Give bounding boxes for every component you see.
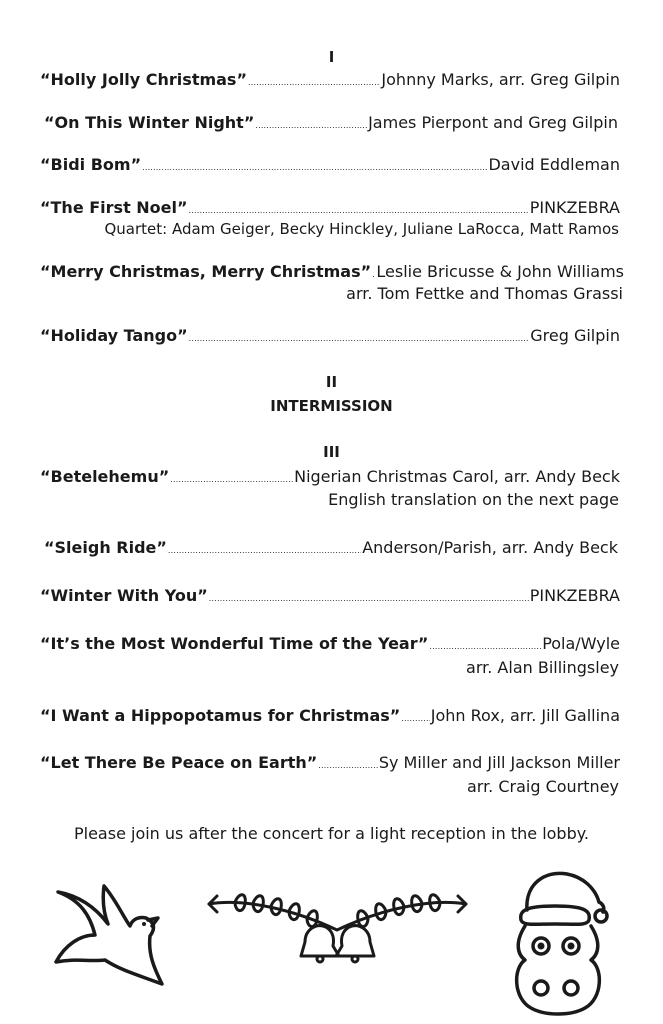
piece-title: “Winter With You” [40, 586, 208, 605]
piece-title: “Merry Christmas, Merry Christmas” [40, 262, 372, 281]
leader-dots [189, 206, 529, 215]
program-item [40, 753, 620, 772]
piece-title: “I Want a Hippopotamus for Christmas” [40, 706, 401, 725]
holly-bells-garland-icon [205, 890, 470, 965]
piece-composer: Pola/Wyle [542, 634, 620, 653]
piece-title: “Sleigh Ride” [44, 538, 167, 557]
leader-dots [429, 642, 541, 651]
piece-composer: Leslie Bricusse & John Williams [376, 262, 624, 281]
arranger-note: arr. Craig Courtney [466, 777, 619, 796]
program-item [40, 262, 624, 281]
piece-composer: James Pierpont and Greg Gilpin [368, 113, 618, 132]
program-item [40, 706, 620, 725]
program-item [40, 155, 620, 174]
program-item [44, 113, 618, 132]
arranger-note: arr. Tom Fettke and Thomas Grassi [346, 284, 623, 303]
program-item [40, 70, 620, 89]
piece-title: “Holly Jolly Christmas” [40, 70, 247, 89]
dove-icon [50, 880, 170, 990]
leader-dots [401, 714, 429, 723]
program-item [40, 467, 620, 486]
piece-title: “It’s the Most Wonderful Time of the Year” [40, 634, 429, 653]
section-heading-three: III [323, 443, 340, 461]
hippo-santa-hat-icon [505, 862, 615, 1022]
piece-composer: David Eddleman [488, 155, 620, 174]
program-item [40, 326, 620, 345]
piece-composer: Johnny Marks, arr. Greg Gilpin [381, 70, 620, 89]
piece-composer: PINKZEBRA [529, 586, 620, 605]
piece-title: “Betelehemu” [40, 467, 170, 486]
piece-title: “Holiday Tango” [40, 326, 188, 345]
leader-dots [189, 334, 530, 343]
piece-title: “On This Winter Night” [44, 113, 255, 132]
piece-composer: John Rox, arr. Jill Gallina [430, 706, 620, 725]
intermission-heading: INTERMISSION [270, 397, 393, 415]
performer-note: Quartet: Adam Geiger, Becky Hinckley, Juliane LaRocca, Matt Ramos [104, 220, 619, 238]
leader-dots [372, 270, 375, 279]
piece-composer: Greg Gilpin [530, 326, 620, 345]
leader-dots [209, 594, 529, 603]
leader-dots [318, 761, 378, 770]
leader-dots [248, 78, 380, 87]
piece-composer: Anderson/Parish, arr. Andy Beck [362, 538, 618, 557]
leader-dots [168, 546, 361, 555]
piece-title: “Let There Be Peace on Earth” [40, 753, 318, 772]
leader-dots [170, 475, 293, 484]
section-heading-one: I [328, 48, 335, 66]
arranger-note: arr. Alan Billingsley [466, 658, 619, 677]
program-item [44, 538, 618, 557]
piece-composer: Nigerian Christmas Carol, arr. Andy Beck [294, 467, 620, 486]
program-item [40, 634, 620, 653]
program-item [40, 586, 620, 605]
leader-dots [142, 163, 487, 172]
translation-note: English translation on the next page [328, 490, 619, 509]
piece-title: “Bidi Bom” [40, 155, 142, 174]
leader-dots [255, 121, 367, 130]
piece-title: “The First Noel” [40, 198, 188, 217]
program-item [40, 198, 620, 217]
reception-note: Please join us after the concert for a light reception in the lobby. [73, 824, 590, 843]
piece-composer: Sy Miller and Jill Jackson Miller [378, 753, 620, 772]
piece-composer: PINKZEBRA [529, 198, 620, 217]
section-heading-two: II [325, 373, 338, 391]
